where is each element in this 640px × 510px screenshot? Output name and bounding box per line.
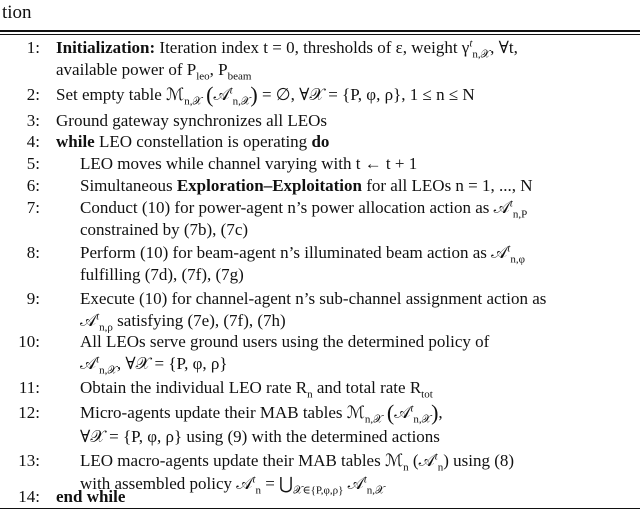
step-number: 14: bbox=[18, 487, 40, 506]
step-7-line-2: constrained by (7b), (7c) bbox=[80, 220, 249, 239]
step-number: 11: bbox=[18, 378, 40, 397]
step-number: 4: bbox=[26, 132, 40, 151]
step-number: 1: bbox=[26, 38, 40, 57]
step-1-line-1: Initialization: Iteration index t = 0, thresholds of ε, weight $\gamma^t_{n,𝒳}$, ∀t, bbox=[56, 37, 518, 61]
step-3-line: Ground gateway synchronizes all LEOs bbox=[56, 111, 327, 130]
step-number: 7: bbox=[26, 198, 40, 217]
step-number: 2: bbox=[26, 85, 40, 104]
step-8-line-2: fulfilling (7d), (7f), (7g) bbox=[80, 265, 244, 284]
step-12-line-2: ∀𝒳 = {P, φ, ρ} using (9) with the determined actions bbox=[80, 427, 440, 446]
step-2-line: Set empty table ℳ$_{n,𝒳}$ (𝒜$^t_{n,𝒳}$) = ∅, ∀𝒳 = {P, φ, ρ}, 1 ≤ n ≤ N bbox=[56, 82, 475, 108]
step-10-line-1: All LEOs serve ground users using the determined policy of bbox=[80, 332, 490, 351]
step-number: 5: bbox=[26, 154, 40, 173]
step-number: 9: bbox=[26, 289, 40, 308]
step-number: 10: bbox=[18, 332, 40, 351]
step-1-line-2: available power of $P_{leo}$, $P_{beam}$ bbox=[56, 60, 252, 83]
step-14-line: end while bbox=[56, 487, 126, 506]
step-6-line: Simultaneous Exploration–Exploitation for all LEOs n = 1, ..., N bbox=[80, 176, 533, 195]
step-number: 8: bbox=[26, 243, 40, 262]
step-4-line: while LEO constellation is operating do bbox=[56, 132, 330, 151]
bottom-rule bbox=[0, 508, 640, 509]
step-number: 6: bbox=[26, 176, 40, 195]
step-7-line-1: Conduct (10) for power-agent n’s power allocation action as 𝒜$^t_{n,P}$ bbox=[80, 197, 528, 221]
step-9-line-2: 𝒜$^t_{n,\rho}$ satisfying (7e), (7f), (7h) bbox=[80, 310, 286, 334]
step-number: 3: bbox=[26, 111, 40, 130]
step-9-line-1: Execute (10) for channel-agent n’s sub-channel assignment action as bbox=[80, 289, 547, 308]
step-number: 13: bbox=[18, 451, 40, 470]
step-13-line-2: with assembled policy 𝒜$^t_n$ = $⋃_{𝒳\in\{P,\varphi,\rho\}}$ 𝒜$^t_{n,𝒳}$ bbox=[80, 473, 385, 497]
step-12-line-1: Micro-agents update their MAB tables ℳ$_{n,𝒳}$ (𝒜$^t_{n,𝒳}$), bbox=[80, 400, 443, 426]
step-5-line: LEO moves while channel varying with t ← t + 1 bbox=[80, 154, 418, 173]
step-13-line-1: LEO macro-agents update their MAB tables ℳ$_n$ (𝒜$^t_n$) using (8) bbox=[80, 450, 515, 474]
caption-fragment: tion bbox=[2, 2, 32, 23]
step-8-line-1: Perform (10) for beam-agent n’s illuminated beam action as 𝒜$^t_{n,\varphi}$ bbox=[80, 242, 525, 266]
top-rule bbox=[0, 30, 640, 32]
step-number: 12: bbox=[18, 403, 40, 422]
step-11-line: Obtain the individual LEO rate $R_n$ and total rate $R_{tot}$ bbox=[80, 378, 433, 401]
step-10-line-2: 𝒜$^t_{n,𝒳}$, ∀𝒳 = {P, φ, ρ} bbox=[80, 353, 228, 377]
header-rule bbox=[0, 34, 640, 35]
